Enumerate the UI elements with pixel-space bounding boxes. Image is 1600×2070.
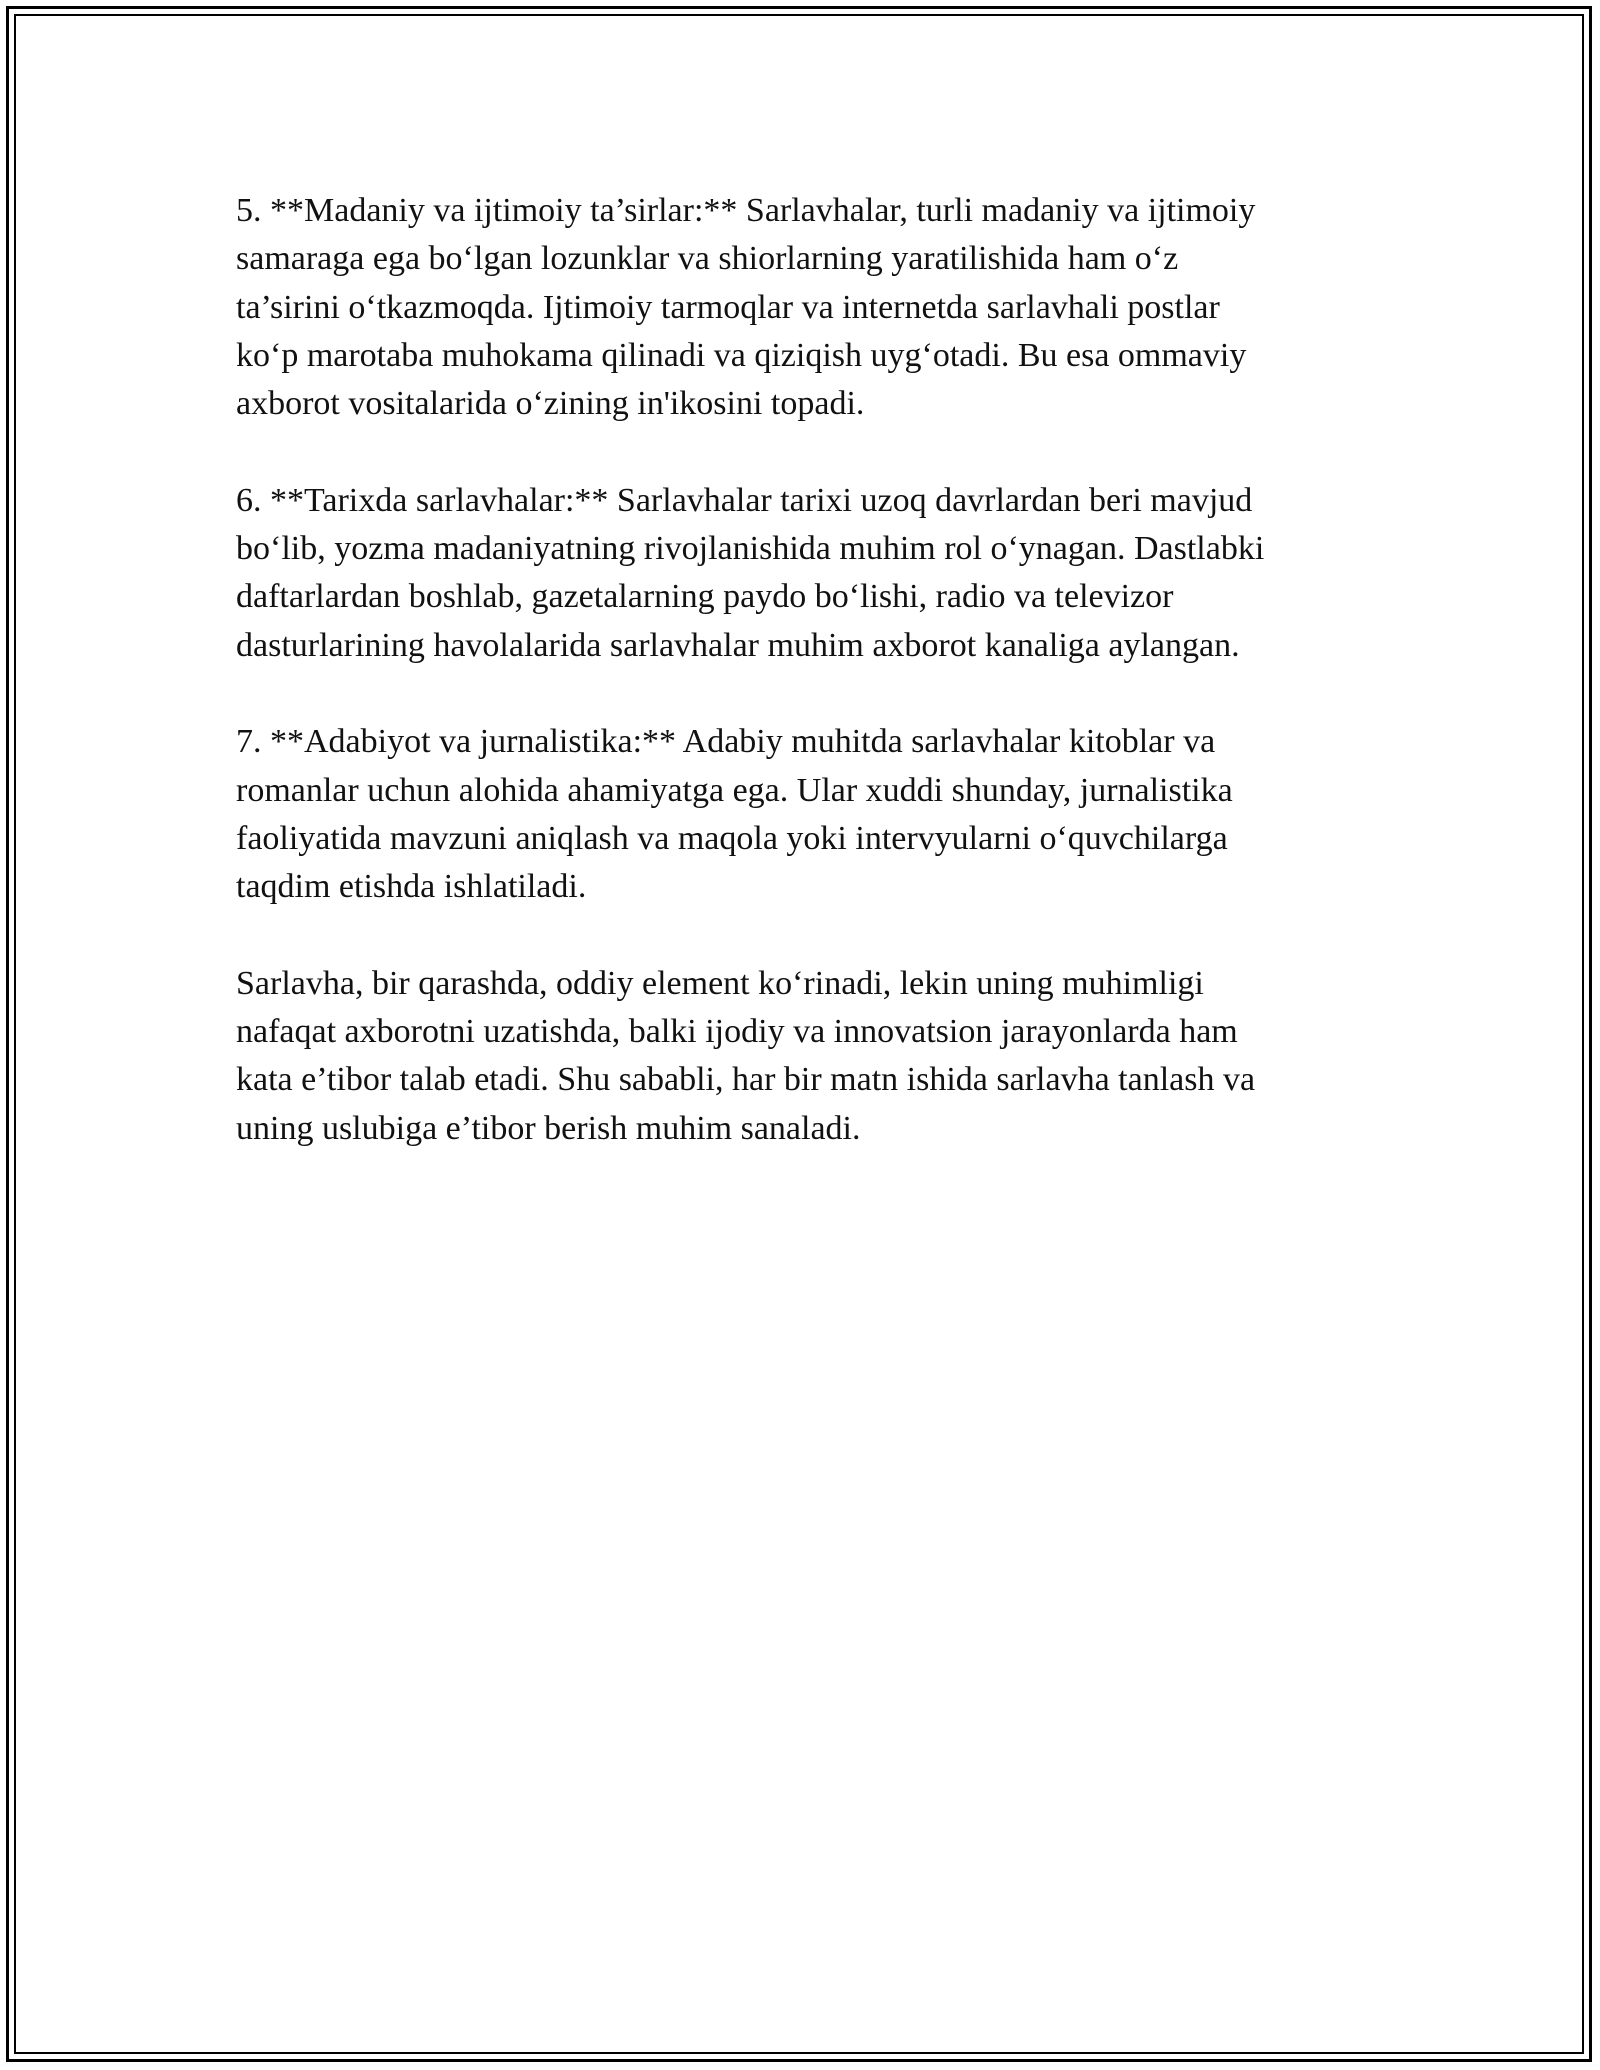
document-body xyxy=(236,187,1386,1201)
paragraph-madaniy-ijtimoiy: 5. **Madaniy va ijtimoiy ta’sirlar:** Sarlavhalar, turli madaniy va ijtimoiy samaraga ega bo‘lgan lozunklar va shiorlarning yaratilishida ham o‘z ta’sirini o‘tkazmoqda. Ijtimoiy tarmoqlar va internetda sarlavhali postlar ko‘p marotaba muhokama qilinadi va qiziqish uyg‘otadi. Bu esa ommaviy axborot vositalarida o‘zining in'ikosini topadi. xyxy=(236,192,1256,423)
paragraph-conclusion: Sarlavha, bir qarashda, oddiy element ko‘rinadi, lekin uning muhimligi nafaqat axborotni uzatishda, balki ijodiy va innovatsion jarayonlarda ham kata e’tibor talab etadi. Shu sababli, har bir matn ishida sarlavha tanlash va uning uslubiga e’tibor berish muhim sanaladi. xyxy=(236,964,1256,1147)
paragraph-adabiyot-jurnalistika: 7. **Adabiyot va jurnalistika:** Adabiy muhitda sarlavhalar kitoblar va romanlar uchun alohida ahamiyatga ega. Ular xuddi shunday, jurnalistika faoliyatida mavzuni aniqlash va maqola yoki intervyularni o‘quvchilarga taqdim etishda ishlatiladi. xyxy=(236,723,1233,906)
paragraph-tarixda-sarlavhalar: 6. **Tarixda sarlavhalar:** Sarlavhalar tarixi uzoq davrlardan beri mavjud bo‘lib, yozma madaniyatning rivojlanishida muhim rol o‘ynagan. Dastlabki daftarlardan boshlab, gazetalarning paydo bo‘lishi, radio va televizor dasturlarining havolalarida sarlavhalar muhim axborot kanaliga aylangan. xyxy=(236,481,1265,664)
